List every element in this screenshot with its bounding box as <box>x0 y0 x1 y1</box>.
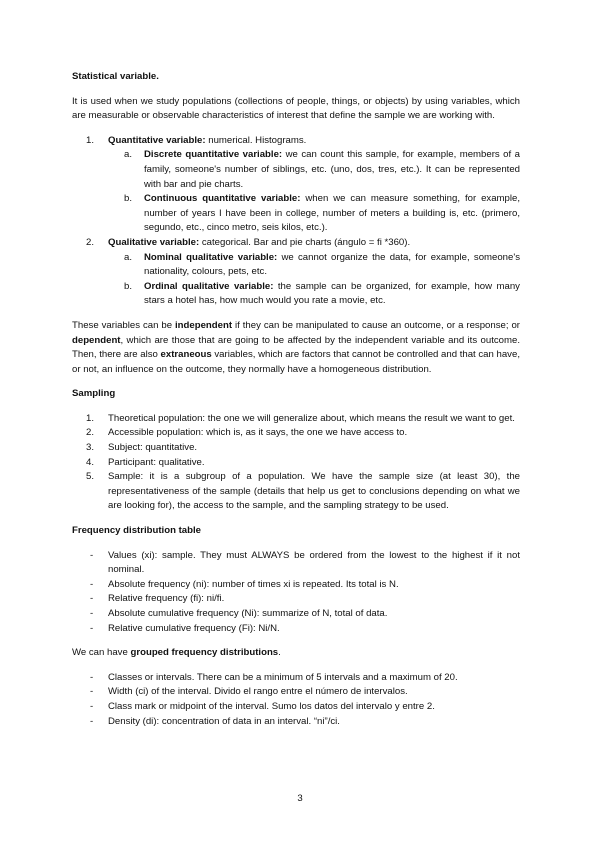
list-item <box>72 412 520 427</box>
heading-sampling: Sampling <box>72 388 116 400</box>
term-dependent: dependent <box>72 334 121 346</box>
list-item <box>72 148 520 192</box>
list-item <box>72 715 520 730</box>
item-text: Relative cumulative frequency (Fi): Ni/N. <box>108 622 280 634</box>
text-run: , which are those that are going to be affected by the independent variable and its outcome. Then, there are also <box>72 334 520 361</box>
list-item <box>72 236 520 251</box>
item-text: Theoretical population: the one we will generalize about, which means the result we want to get. <box>108 412 515 424</box>
list-number: 2. <box>86 236 95 248</box>
term-independent: independent <box>175 319 233 331</box>
list-item <box>72 671 520 686</box>
intro-paragraph: It is used when we study populations (collections of people, things, or objects) by using variables, which are measurable or observable characteristics of interest that define the sample we are working with. <box>72 95 520 122</box>
list-item <box>72 700 520 715</box>
item-text: we cannot organize the data, for example, someone's nationality, colours, pets, etc. <box>144 251 520 278</box>
item-text: Participant: qualitative. <box>108 456 205 468</box>
term-extraneous: extraneous <box>160 349 212 361</box>
frequency-list <box>72 549 520 637</box>
list-item <box>72 426 520 441</box>
item-text: Sample: it is a subgroup of a population. We have the sample size (at least 30), the representativeness of the sample (details that help us get to conclusions depending on what we are looking for), the access to the sample, and the sampling strategy to be used. <box>108 471 520 512</box>
item-text: Class mark or midpoint of the interval. Sumo los datos del intervalo y entre 2. <box>108 700 435 712</box>
bullet-dash: - <box>90 686 94 698</box>
bullet-dash: - <box>90 578 94 590</box>
list-letter: a. <box>124 251 133 263</box>
list-number: 1. <box>86 412 95 424</box>
list-item <box>72 549 520 578</box>
text-run: variables, which are factors that cannot be controlled and that can have, or not, an influence on the outcome, they normally have a homogeneous distribution. <box>72 349 520 375</box>
list-letter: b. <box>124 193 133 205</box>
list-letter: a. <box>124 149 133 161</box>
heading-frequency-table: Frequency distribution table <box>72 525 201 537</box>
item-text: Values (xi): sample. They must ALWAYS be ordered from the lowest to the highest if it not nominal. <box>108 549 520 576</box>
bullet-dash: - <box>90 671 94 683</box>
term-nominal: Nominal qualitative variable: <box>144 251 278 263</box>
item-text: Density (di): concentration of data in an interval. “ni”/ci. <box>108 715 340 727</box>
list-number: 4. <box>86 456 95 468</box>
item-text: the sample can be organized, for example, how many stars a hotel has, how much would you rate a movie, etc. <box>144 280 520 307</box>
list-number: 3. <box>86 442 95 454</box>
variable-types-list <box>72 134 520 309</box>
term-continuous: Continuous quantitative variable: <box>144 193 301 205</box>
list-item <box>72 578 520 593</box>
list-item <box>72 192 520 236</box>
term-discrete: Discrete quantitative variable: <box>144 149 283 161</box>
list-item <box>72 134 520 149</box>
list-item <box>72 251 520 280</box>
item-text: Accessible population: which is, as it says, the one we have access to. <box>108 427 408 439</box>
term-quantitative: Quantitative variable: <box>108 134 206 146</box>
list-number: 1. <box>86 134 95 146</box>
list-item <box>72 441 520 456</box>
item-text: Absolute cumulative frequency (Ni): summarize of N, total of data. <box>108 608 388 619</box>
bullet-dash: - <box>90 549 94 561</box>
grouped-list <box>72 671 520 729</box>
item-text: categorical. Bar and pie charts (ángulo = fi *360). <box>199 236 411 248</box>
item-text: Absolute frequency (ni): number of times xi is repeated. Its total is N. <box>108 578 399 590</box>
text-run: . <box>278 647 281 659</box>
term-grouped-frequency: grouped frequency distributions <box>130 647 279 659</box>
list-item <box>72 456 520 471</box>
bullet-dash: - <box>90 608 94 619</box>
item-text: we can count this sample, for example, members of a family, someone's number of siblings, etc. (uno, dos, tres, etc.). It can be represented with bar and pie charts. <box>144 149 520 190</box>
heading-statistical-variable: Statistical variable. <box>72 71 159 82</box>
term-qualitative: Qualitative variable: <box>108 236 200 248</box>
text-run: These variables can be <box>72 319 175 331</box>
list-item <box>72 280 520 309</box>
list-number: 5. <box>86 471 95 483</box>
item-text: Width (ci) of the interval. Divido el rango entre el número de intervalos. <box>108 686 408 698</box>
item-text: Classes or intervals. There can be a minimum of 5 intervals and a maximum of 20. <box>108 671 458 683</box>
bullet-dash: - <box>90 593 94 605</box>
item-text: when we can measure something, for example, number of years I have been in college, number of meters a building is, etc. (primero, segundo, etc., cinco metro, seis kilos, etc.). <box>144 193 520 234</box>
list-item <box>72 607 520 622</box>
document-page <box>72 70 520 739</box>
list-item <box>72 470 520 514</box>
list-letter: b. <box>124 280 133 292</box>
term-ordinal: Ordinal qualitative variable: <box>144 280 274 292</box>
text-run: if they can be manipulated to cause an outcome, or a response; or <box>232 319 520 331</box>
list-item <box>72 685 520 700</box>
item-text: Relative frequency (fi): ni/fi. <box>108 593 225 605</box>
item-text: Subject: quantitative. <box>108 442 198 454</box>
list-item <box>72 622 520 637</box>
grouped-paragraph <box>72 646 520 661</box>
list-item <box>72 592 520 607</box>
variables-paragraph <box>72 319 520 377</box>
bullet-dash: - <box>90 700 94 712</box>
list-number: 2. <box>86 427 95 439</box>
bullet-dash: - <box>90 622 94 634</box>
bullet-dash: - <box>90 715 94 727</box>
text-run: We can have <box>72 647 131 659</box>
page-number: 3 <box>297 793 303 804</box>
sampling-list <box>72 412 520 514</box>
item-text: numerical. Histograms. <box>205 134 307 146</box>
